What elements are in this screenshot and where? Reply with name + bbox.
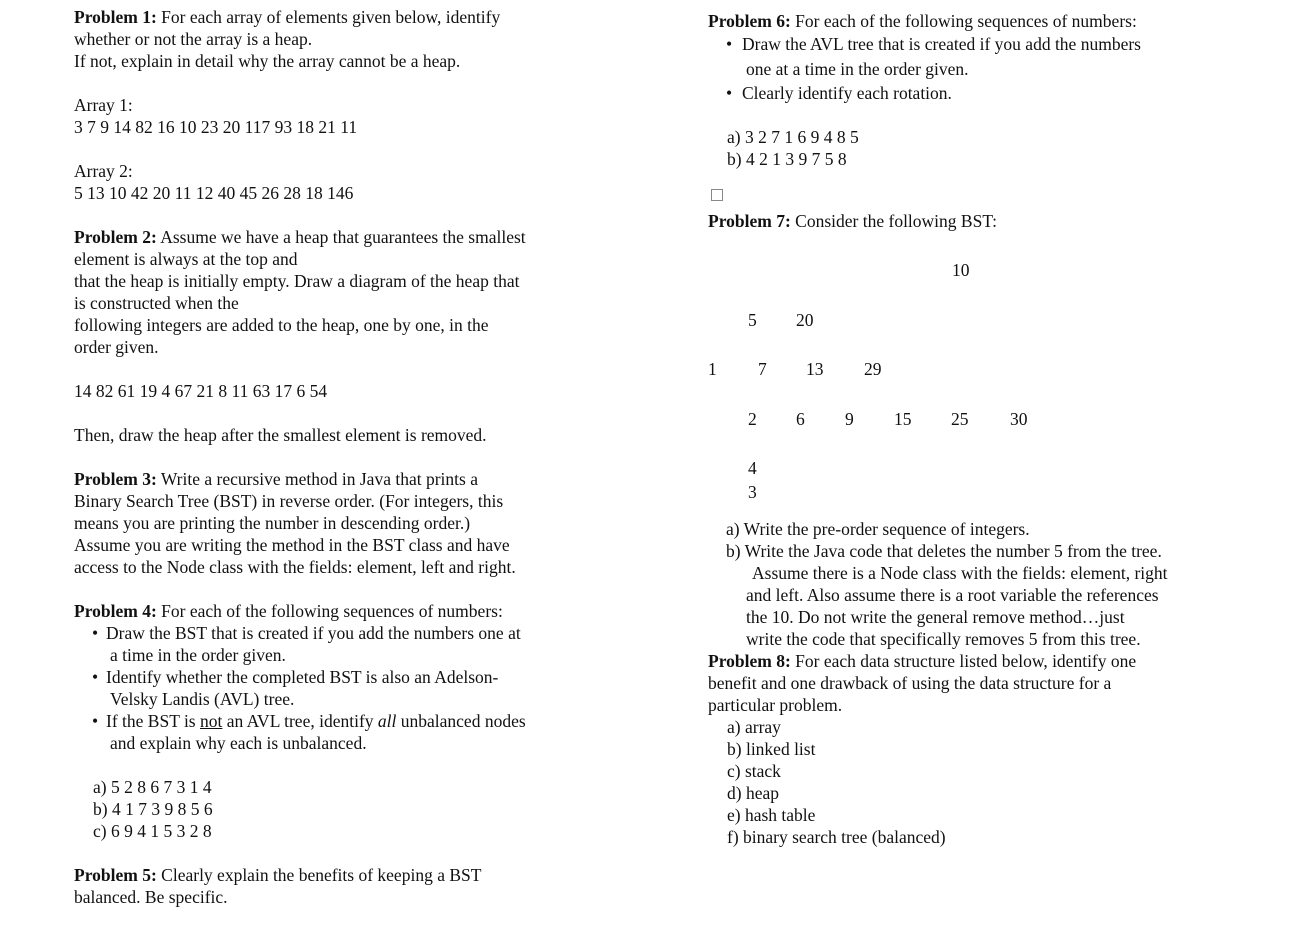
problem-7: [708, 210, 1268, 650]
problem-6: [708, 10, 1268, 170]
tree-node: 3: [748, 482, 757, 502]
problem-4: [74, 600, 574, 842]
list-item: c) stack: [727, 761, 781, 781]
question-b-line: Assume there is a Node class with the fields: element, right: [752, 563, 1168, 583]
problem-3-text: Write a recursive method in Java that prints a: [156, 469, 478, 489]
problem-4-sequences: [74, 776, 574, 842]
bullet-dot-icon: •: [92, 667, 99, 687]
tree-node: 13: [806, 359, 824, 379]
array-2-label: Array 2:: [74, 161, 133, 181]
problem-7-text: Consider the following BST:: [790, 211, 998, 231]
problem-3-title: Problem 3:: [74, 469, 157, 489]
heap-sequence: 14 82 61 19 4 67 21 8 11 63 17 6 54: [74, 381, 328, 401]
problem-8-title: Problem 8:: [708, 651, 791, 671]
bullet-text-part: If the BST is: [106, 711, 200, 731]
bullet-text: [106, 711, 526, 731]
sequence-b: b) 4 1 7 3 9 8 5 6: [93, 799, 213, 819]
bullet-text-part: an AVL tree, identify: [222, 711, 378, 731]
problem-8-line: particular problem.: [708, 695, 843, 715]
problem-8: [708, 650, 1268, 848]
bullet-item: [704, 32, 1268, 82]
problem-3-line: Binary Search Tree (BST) in reverse order. (For integers, this: [74, 491, 504, 511]
problem-2-line: order given.: [74, 337, 159, 357]
problem-3-line: access to the Node class with the fields: element, left and right.: [74, 557, 516, 577]
question-b-line: write the code that specifically removes 5 from this tree.: [746, 629, 1141, 649]
bullet-text: a time in the order given.: [110, 645, 286, 665]
problem-2-line: following integers are added to the heap, one by one, in the: [74, 315, 489, 335]
bullet-item: [74, 710, 574, 754]
tree-node: 1: [708, 359, 717, 379]
problem-7-title: Problem 7:: [708, 211, 791, 231]
sequence-b: b) 4 2 1 3 9 7 5 8: [727, 149, 847, 169]
bullet-text: Identify whether the completed BST is also an Adelson-: [106, 667, 499, 687]
tree-node: 6: [796, 409, 805, 429]
problem-6-title: Problem 6:: [708, 11, 791, 31]
problem-3-heading: [74, 468, 574, 490]
problem-1-heading: [74, 6, 574, 28]
problem-8-heading: [708, 650, 1268, 672]
bullet-text: one at a time in the order given.: [746, 59, 969, 79]
problem-1-text: For each array of elements given below, identify: [156, 7, 501, 27]
bst-diagram: [708, 232, 1268, 518]
problem-5-text: Clearly explain the benefits of keeping a BST: [156, 865, 482, 885]
problem-2-heading: [74, 226, 574, 248]
problem-6-bullets: [704, 32, 1268, 104]
array-1-label: Array 1:: [74, 95, 133, 115]
tree-node: 30: [1010, 409, 1028, 429]
problem-5-heading: [74, 864, 574, 886]
problem-6-heading: [708, 10, 1268, 32]
bullet-dot-icon: •: [726, 34, 733, 54]
question-b-line: and left. Also assume there is a root variable the references: [746, 585, 1159, 605]
tree-node: 5: [748, 310, 757, 330]
question-b-line: the 10. Do not write the general remove method…just: [746, 607, 1125, 627]
sequence-c: c) 6 9 4 1 5 3 2 8: [93, 821, 212, 841]
problem-6-text: For each of the following sequences of numbers:: [790, 11, 1137, 31]
tree-node: 2: [748, 409, 757, 429]
tree-node: 10: [952, 260, 970, 280]
problem-2: [74, 226, 574, 446]
checkbox-icon[interactable]: [711, 189, 723, 201]
problem-4-text: For each of the following sequences of numbers:: [156, 601, 503, 621]
problem-1-title: Problem 1:: [74, 7, 157, 27]
problem-4-bullets: [74, 622, 574, 754]
sequence-a: a) 3 2 7 1 6 9 4 8 5: [727, 127, 859, 147]
problem-5-line: balanced. Be specific.: [74, 887, 228, 907]
list-item: d) heap: [727, 783, 779, 803]
bullet-item: [74, 666, 574, 710]
bullet-item: [74, 622, 574, 666]
problem-4-title: Problem 4:: [74, 601, 157, 621]
bullet-text-part: unbalanced nodes: [396, 711, 526, 731]
bullet-dot-icon: •: [726, 83, 733, 103]
tree-node: 9: [845, 409, 854, 429]
problem-2-text: Assume we have a heap that guarantees the smallest: [156, 227, 526, 247]
problem-7-heading: [708, 210, 1268, 232]
problem-8-text: For each data structure listed below, identify one: [790, 651, 1137, 671]
bullet-dot-icon: •: [92, 623, 99, 643]
list-item: b) linked list: [727, 739, 816, 759]
problem-2-line: that the heap is initially empty. Draw a diagram of the heap that: [74, 271, 520, 291]
problem-3: [74, 468, 574, 578]
problem-5-title: Problem 5:: [74, 865, 157, 885]
data-structure-list: [708, 716, 1268, 848]
bullet-underlined-word: not: [200, 711, 223, 731]
bullet-text: Velsky Landis (AVL) tree.: [110, 689, 295, 709]
problem-5: [74, 864, 574, 908]
problem-2-line: element is always at the top and: [74, 249, 298, 269]
problem-2-line: is constructed when the: [74, 293, 239, 313]
problem-2-title: Problem 2:: [74, 227, 157, 247]
bullet-dot-icon: •: [92, 711, 99, 731]
bullet-text: Clearly identify each rotation.: [742, 83, 952, 103]
array-2-values: 5 13 10 42 20 11 12 40 45 26 28 18 146: [74, 183, 354, 203]
array-1-values: 3 7 9 14 82 16 10 23 20 117 93 18 21 11: [74, 117, 358, 137]
problem-3-line: means you are printing the number in descending order.): [74, 513, 471, 533]
problem-1: [74, 6, 574, 204]
tree-node: 7: [758, 359, 767, 379]
bullet-italic-word: all: [377, 711, 397, 731]
bullet-item: [704, 82, 1268, 104]
bullet-text: and explain why each is unbalanced.: [110, 733, 367, 753]
problem-2-followup: Then, draw the heap after the smallest element is removed.: [74, 425, 487, 445]
tree-node: 4: [748, 458, 757, 478]
right-column: [708, 6, 1268, 848]
problem-4-heading: [74, 600, 574, 622]
left-column: [74, 6, 574, 908]
tree-node: 25: [951, 409, 969, 429]
problem-1-line: whether or not the array is a heap.: [74, 29, 313, 49]
problem-3-line: Assume you are writing the method in the BST class and have: [74, 535, 510, 555]
sequence-a: a) 5 2 8 6 7 3 1 4: [93, 777, 212, 797]
list-item: a) array: [727, 717, 781, 737]
tree-node: 15: [894, 409, 912, 429]
bullet-text: Draw the AVL tree that is created if you add the numbers: [742, 34, 1141, 54]
problem-6-sequences: [708, 126, 1268, 170]
problem-8-line: benefit and one drawback of using the data structure for a: [708, 673, 1112, 693]
tree-node: 20: [796, 310, 814, 330]
bullet-text: Draw the BST that is created if you add the numbers one at: [106, 623, 521, 643]
question-b: b) Write the Java code that deletes the number 5 from the tree.: [726, 541, 1162, 561]
tree-node: 29: [864, 359, 882, 379]
problem-1-line: If not, explain in detail why the array cannot be a heap.: [74, 51, 461, 71]
list-item: e) hash table: [727, 805, 816, 825]
question-a: a) Write the pre-order sequence of integers.: [726, 519, 1030, 539]
list-item: f) binary search tree (balanced): [727, 827, 946, 847]
